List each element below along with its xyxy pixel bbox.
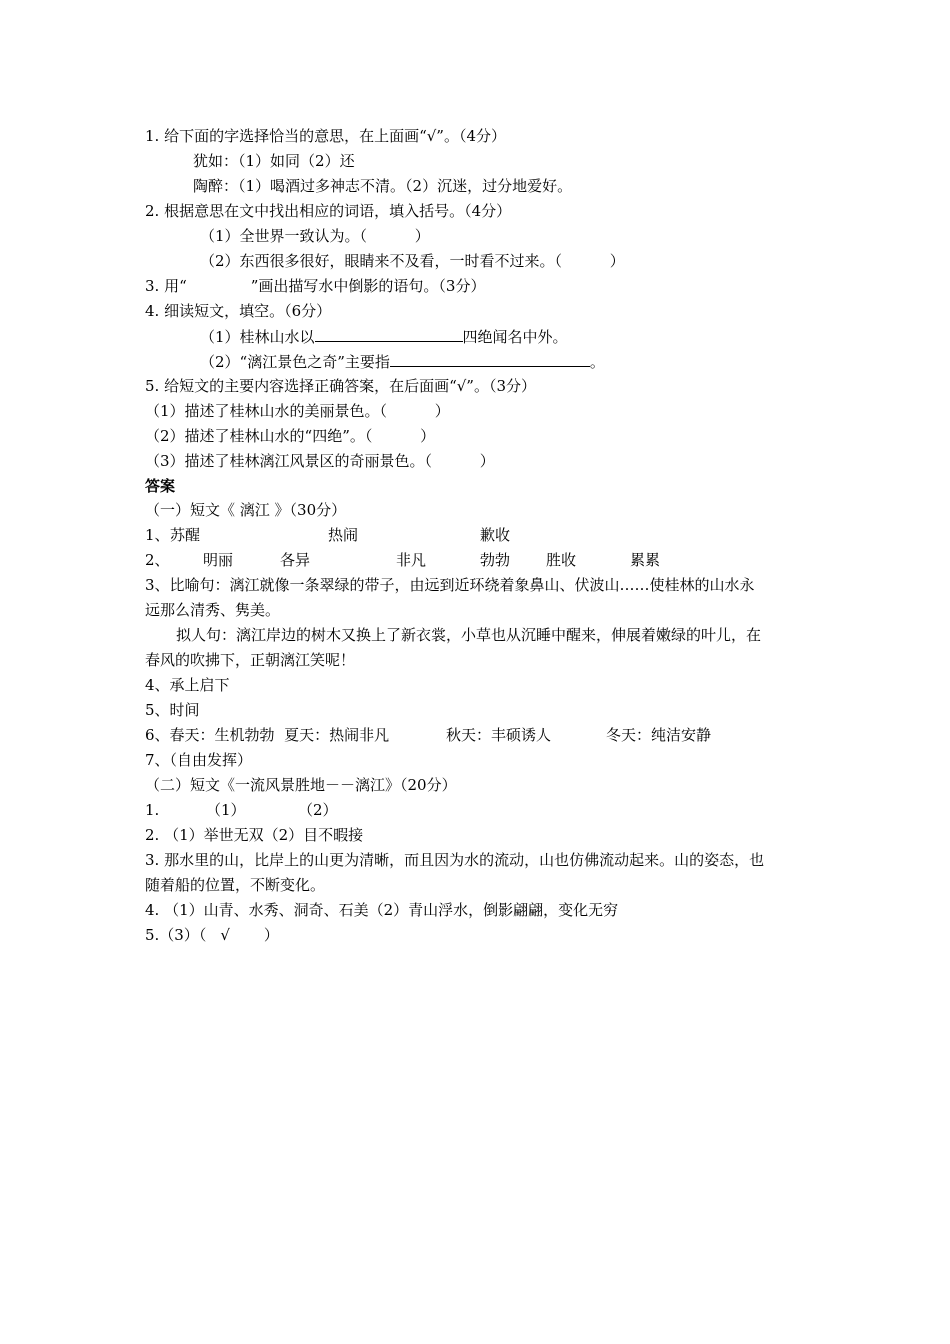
- question-4-item-1: [200, 326, 568, 346]
- answer-b2: 2. （1）举世无双（2）目不暇接: [145, 826, 364, 844]
- answer-1-number: 1、: [145, 526, 170, 544]
- answer-6-autumn: 秋天：丰硕诱人: [446, 726, 552, 744]
- answer-1-word: 苏醒: [170, 526, 201, 544]
- answer-6-spring-summer: 6、春天：生机勃勃 夏天：热闹非凡: [145, 726, 390, 744]
- answer-2-word: 勃勃: [480, 551, 511, 569]
- check-mark: √: [220, 926, 230, 944]
- question-5-item-3: （3）描述了桂林漓江风景区的奇丽景色。（ ）: [145, 452, 495, 470]
- answer-3-line: 春风的吹拂下，正朝漓江笑呢！: [145, 651, 356, 669]
- question-1-option-a: 犹如：（1）如同（2）还: [193, 152, 355, 170]
- answer-part-1-title: （一）短文《 漓江 》（30分）: [145, 501, 347, 519]
- answer-b1-item-1: （1）: [206, 801, 246, 819]
- answer-b5-suffix: ）: [263, 926, 279, 944]
- question-2-item-1: （1）全世界一致认为。（ ）: [200, 227, 430, 245]
- answer-1-word: 热闹: [328, 526, 359, 544]
- answer-2-word: 明丽: [203, 551, 234, 569]
- answer-3-line: 3、比喻句：漓江就像一条翠绿的带子，由远到近环绕着象鼻山、伏波山……使桂林的山水永: [145, 576, 755, 594]
- question-5-item-1: （1）描述了桂林山水的美丽景色。（ ）: [145, 402, 450, 420]
- question-2: 2. 根据意思在文中找出相应的词语，填入括号。（4分）: [145, 202, 512, 220]
- question-4-item-2-prefix: （2）“漓江景色之奇”主要指: [200, 353, 390, 371]
- answer-b1-number: 1.: [145, 801, 160, 819]
- question-3-suffix: ”画出描写水中倒影的语句。（3分）: [250, 277, 486, 295]
- question-3: [145, 276, 485, 296]
- question-4-item-2-suffix: 。: [589, 353, 605, 371]
- answer-blank-line: [390, 351, 590, 367]
- answer-b4: 4. （1）山青、水秀、洞奇、石美（2）青山浮水，倒影翩翩，变化无穷: [145, 901, 619, 919]
- answer-heading: 答案: [145, 477, 176, 495]
- answer-2-word: 非凡: [396, 551, 427, 569]
- answer-5: 5、时间: [145, 701, 200, 719]
- question-4-item-1-suffix: 四绝闻名中外。: [462, 328, 568, 346]
- question-4-item-2: [200, 351, 605, 371]
- question-4: 4. 细读短文，填空。（6分）: [145, 302, 332, 320]
- question-2-item-2: （2）东西很多很好，眼睛来不及看，一时看不过来。（ ）: [200, 252, 625, 270]
- answer-4: 4、承上启下: [145, 676, 230, 694]
- answer-2-word: 各异: [280, 551, 311, 569]
- answer-3-line: 远那么清秀、隽美。: [145, 601, 281, 619]
- question-5: 5. 给短文的主要内容选择正确答案，在后面画“√”。（3分）: [145, 377, 537, 395]
- question-3-prefix: 3. 用“: [145, 277, 187, 295]
- answer-b5-prefix: 5.（3）（: [145, 926, 207, 944]
- question-5-item-2: （2）描述了桂林山水的“四绝”。（ ）: [145, 427, 436, 445]
- answer-2-number: 2、: [145, 551, 170, 569]
- answer-b3-line: 随着船的位置，不断变化。: [145, 876, 326, 894]
- answer-1-word: 歉收: [480, 526, 511, 544]
- answer-7: 7、（自由发挥）: [145, 751, 253, 769]
- question-4-item-1-prefix: （1）桂林山水以: [200, 328, 315, 346]
- question-1: 1. 给下面的字选择恰当的意思，在上面画“√”。（4分）: [145, 127, 507, 145]
- answer-blank-line: [315, 326, 463, 342]
- answer-part-2-title: （二）短文《一流风景胜地－－漓江》（20分）: [145, 776, 457, 794]
- answer-b5: [145, 925, 279, 945]
- answer-6-winter: 冬天：纯洁安静: [606, 726, 712, 744]
- answer-2-word: 胜收: [546, 551, 577, 569]
- answer-b3-line: 3. 那水里的山，比岸上的山更为清晰，而且因为水的流动，山也仿佛流动起来。山的姿态，也: [145, 851, 765, 869]
- answer-b1-item-2: （2）: [298, 801, 338, 819]
- answer-3-line: 拟人句：漓江岸边的树木又换上了新衣裳，小草也从沉睡中醒来，伸展着嫩绿的叶儿，在: [176, 626, 762, 644]
- answer-2-word: 累累: [630, 551, 661, 569]
- question-1-option-b: 陶醉：（1）喝酒过多神志不清。（2）沉迷，过分地爱好。: [193, 177, 573, 195]
